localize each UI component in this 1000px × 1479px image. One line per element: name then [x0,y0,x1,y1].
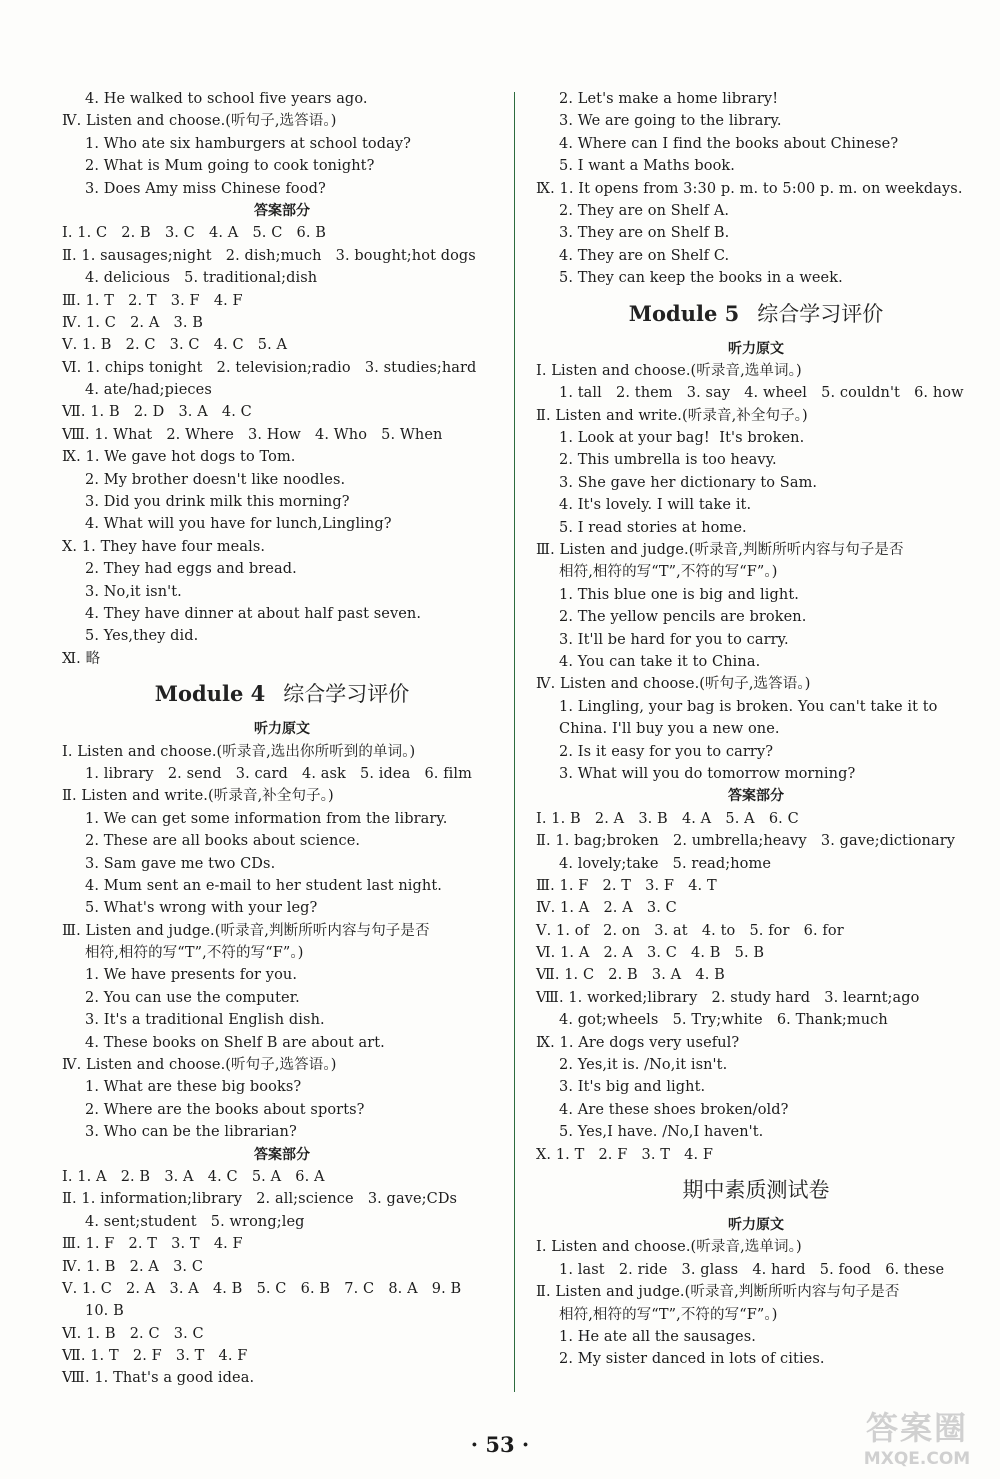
answer-line: 相符,相符的写“T”,不符的写“F”。) [559,564,778,581]
answer-line: 2. Is it easy for you to carry? [559,743,774,760]
answer-line: 相符,相符的写“T”,不符的写“F”。) [559,1306,778,1323]
page-number: · 53 · [470,1432,530,1457]
question-heading: Ⅰ. 1. B 2. A 3. B 4. A 5. A 6. C [536,810,799,827]
answer-line: 1. tall 2. them 3. say 4. wheel 5. couldn't 6. how [559,385,964,402]
answer-line: 3. Sam gave me two CDs. [85,855,276,872]
subsection-heading: 答案部分 [254,202,310,219]
question-heading: Ⅷ. 1. worked;library 2. study hard 3. learnt;ago [536,989,920,1006]
question-heading: Ⅹ. 1. They have four meals. [62,538,266,555]
question-heading: Ⅰ. 1. C 2. B 3. C 4. A 5. C 6. B [62,225,327,242]
question-heading: Ⅸ. 1. Are dogs very useful? [536,1034,740,1051]
answer-line: 3. We are going to the library. [559,113,782,130]
answer-line: 5. What's wrong with your leg? [85,900,318,917]
question-heading: Ⅺ. 略 [62,650,101,667]
question-heading: Ⅱ. 1. information;library 2. all;science 3. gave;CDs [62,1191,458,1208]
answer-line: 5. Yes,they did. [85,628,199,645]
question-heading: Ⅳ. Listen and choose.(听句子,选答语。) [62,1057,337,1074]
answer-line: 4. Where can I find the books about Chinese? [559,135,899,152]
question-heading: Ⅲ. 1. F 2. T 3. F 4. T [536,877,717,894]
answer-line: 4. got;wheels 5. Try;white 6. Thank;much [559,1012,888,1029]
subsection-heading: 听力原文 [728,340,784,357]
section-heading: 综合学习评价 [283,682,410,707]
answer-line: 3. No,it isn't. [85,583,182,600]
answer-line: 2. Let's make a home library! [559,91,779,107]
question-heading: Ⅸ. 1. We gave hot dogs to Tom. [62,449,296,466]
answer-line: 3. Did you drink milk this morning? [85,494,350,511]
watermark-url: MXQE.COM [863,1449,971,1469]
question-heading: Ⅵ. 1. B 2. C 3. C [62,1325,204,1342]
answer-line: 5. I read stories at home. [559,519,747,536]
answer-line: 4. delicious 5. traditional;dish [85,270,318,287]
right-column [536,88,976,1371]
question-heading: Ⅰ. Listen and choose.(听录音,选单词。) [536,362,802,379]
question-heading: Ⅴ. 1. B 2. C 3. C 4. C 5. A [62,337,288,354]
column-divider [514,92,515,1392]
question-heading: Ⅰ. 1. A 2. B 3. A 4. C 5. A 6. A [62,1168,325,1185]
answer-line: 2. You can use the computer. [85,989,300,1006]
section-title [536,290,976,338]
section-heading: 期中素质测试卷 [682,1177,830,1202]
subsection-heading: 听力原文 [728,1216,784,1233]
answer-line: 1. We can get some information from the library. [85,810,448,827]
subsection-heading: 答案部分 [254,1146,310,1163]
answer-line: 2. These are all books about science. [85,833,361,850]
answer-line: 3. It's a traditional English dish. [85,1012,325,1029]
answer-line: 1. We have presents for you. [85,967,298,984]
answer-line: 4. Are these shoes broken/old? [559,1101,789,1118]
answer-line: 4. It's lovely. I will take it. [559,497,752,514]
answer-line: 2. This umbrella is too heavy. [559,452,777,469]
answer-line: 1. He ate all the sausages. [559,1328,756,1345]
answer-line: 5. They can keep the books in a week. [559,270,843,287]
left-column [62,88,502,1390]
answer-line: 4. They are on Shelf C. [559,247,730,264]
question-heading: Ⅰ. Listen and choose.(听录音,选出你所听到的单词。) [62,743,416,760]
watermark-logo [842,1408,992,1476]
answer-line: 5. I want a Maths book. [559,158,736,175]
answer-line: 1. last 2. ride 3. glass 4. hard 5. food 6. these [559,1261,945,1278]
answer-line: 3. She gave her dictionary to Sam. [559,474,818,491]
answer-line: 4. lovely;take 5. read;home [559,855,772,872]
answer-line: 4. He walked to school five years ago. [85,91,368,107]
question-heading: Ⅳ. Listen and choose.(听句子,选答语。) [62,113,337,130]
answer-line: 1. Lingling, your bag is broken. You can't take it to [559,698,938,715]
answer-line: 相符,相符的写“T”,不符的写“F”。) [85,945,304,962]
answer-line: 4. sent;student 5. wrong;leg [85,1213,305,1230]
answer-line: 3. What will you do tomorrow morning? [559,765,856,782]
answer-line: 4. You can take it to China. [559,653,761,670]
answer-line: 4. These books on Shelf B are about art. [85,1034,385,1051]
question-heading: Ⅱ. 1. bag;broken 2. umbrella;heavy 3. gave;dictionary [536,833,956,850]
question-heading: Ⅲ. 1. T 2. T 3. F 4. F [62,292,243,309]
question-heading: Ⅱ. Listen and write.(听录音,补全句子。) [536,407,808,424]
answer-line: 1. This blue one is big and light. [559,586,799,603]
answer-line: 2. What is Mum going to cook tonight? [85,158,375,175]
question-heading: Ⅳ. 1. B 2. A 3. C [62,1258,204,1275]
section-title [62,670,502,718]
answer-line: 1. library 2. send 3. card 4. ask 5. idea 6. film [85,765,472,782]
answer-line: 1. What are these big books? [85,1079,302,1096]
module-name: Module 5 [628,300,740,326]
question-heading: Ⅱ. Listen and write.(听录音,补全句子。) [62,788,334,805]
question-heading: Ⅲ. 1. F 2. T 3. T 4. F [62,1236,243,1253]
question-heading: Ⅸ. 1. It opens from 3:30 p. m. to 5:00 p. m. on weekdays. [536,180,963,197]
answer-line: 2. Where are the books about sports? [85,1101,365,1118]
section-heading: 综合学习评价 [757,301,884,326]
answer-line: 1. Who ate six hamburgers at school today? [85,135,412,152]
question-heading: Ⅵ. 1. chips tonight 2. television;radio 3. studies;hard [62,359,477,376]
question-heading: Ⅹ. 1. T 2. F 3. T 4. F [536,1146,714,1163]
module-name: Module 4 [154,681,266,707]
question-heading: Ⅱ. 1. sausages;night 2. dish;much 3. bought;hot dogs [62,247,476,264]
watermark-text: 答案圈 [865,1409,968,1447]
answer-line: 4. What will you have for lunch,Lingling? [85,516,392,533]
question-heading: Ⅵ. 1. A 2. A 3. C 4. B 5. B [536,945,765,962]
question-heading: Ⅲ. Listen and judge.(听录音,判断所听内容与句子是否 [536,542,904,559]
answer-line: 2. Yes,it is. /No,it isn't. [559,1057,728,1074]
section-title [536,1166,976,1214]
answer-line: 3. It'll be hard for you to carry. [559,631,789,648]
answer-line: 4. ate/had;pieces [85,382,212,399]
answer-line: 2. My sister danced in lots of cities. [559,1351,825,1368]
answer-line: 3. They are on Shelf B. [559,225,730,242]
question-heading: Ⅷ. 1. What 2. Where 3. How 4. Who 5. When [62,426,443,443]
question-heading: Ⅶ. 1. T 2. F 3. T 4. F [62,1348,248,1365]
answer-line: 1. Look at your bag! It's broken. [559,430,805,447]
answer-line: 3. Who can be the librarian? [85,1124,297,1141]
answer-line: 2. My brother doesn't like noodles. [85,471,346,488]
answer-line: 2. They had eggs and bread. [85,561,297,578]
answer-line: 3. It's big and light. [559,1079,706,1096]
answer-line: 4. They have dinner at about half past seven. [85,605,422,622]
question-heading: Ⅳ. 1. A 2. A 3. C [536,900,677,917]
question-heading: Ⅴ. 1. of 2. on 3. at 4. to 5. for 6. for [536,922,844,939]
answer-line: 4. Mum sent an e-mail to her student last night. [85,877,442,894]
question-heading: Ⅶ. 1. B 2. D 3. A 4. C [62,404,252,421]
subsection-heading: 听力原文 [254,721,310,738]
answer-line: 5. Yes,I have. /No,I haven't. [559,1124,764,1141]
question-heading: Ⅶ. 1. C 2. B 3. A 4. B [536,967,725,984]
subsection-heading: 答案部分 [728,788,784,805]
answer-line: China. I'll buy you a new one. [559,721,780,738]
answer-line: 3. Does Amy miss Chinese food? [85,180,326,197]
answer-line: 2. The yellow pencils are broken. [559,609,807,626]
answer-line: 2. They are on Shelf A. [559,202,730,219]
question-heading: Ⅴ. 1. C 2. A 3. A 4. B 5. C 6. B 7. C 8. A 9. B [62,1280,462,1297]
question-heading: Ⅱ. Listen and judge.(听录音,判断所听内容与句子是否 [536,1284,900,1301]
question-heading: Ⅳ. 1. C 2. A 3. B [62,314,204,331]
question-heading: Ⅲ. Listen and judge.(听录音,判断所听内容与句子是否 [62,922,430,939]
question-heading: Ⅳ. Listen and choose.(听句子,选答语。) [536,676,811,693]
answer-line: 10. B [85,1303,124,1320]
question-heading: Ⅷ. 1. That's a good idea. [62,1370,255,1387]
question-heading: Ⅰ. Listen and choose.(听录音,选单词。) [536,1239,802,1256]
